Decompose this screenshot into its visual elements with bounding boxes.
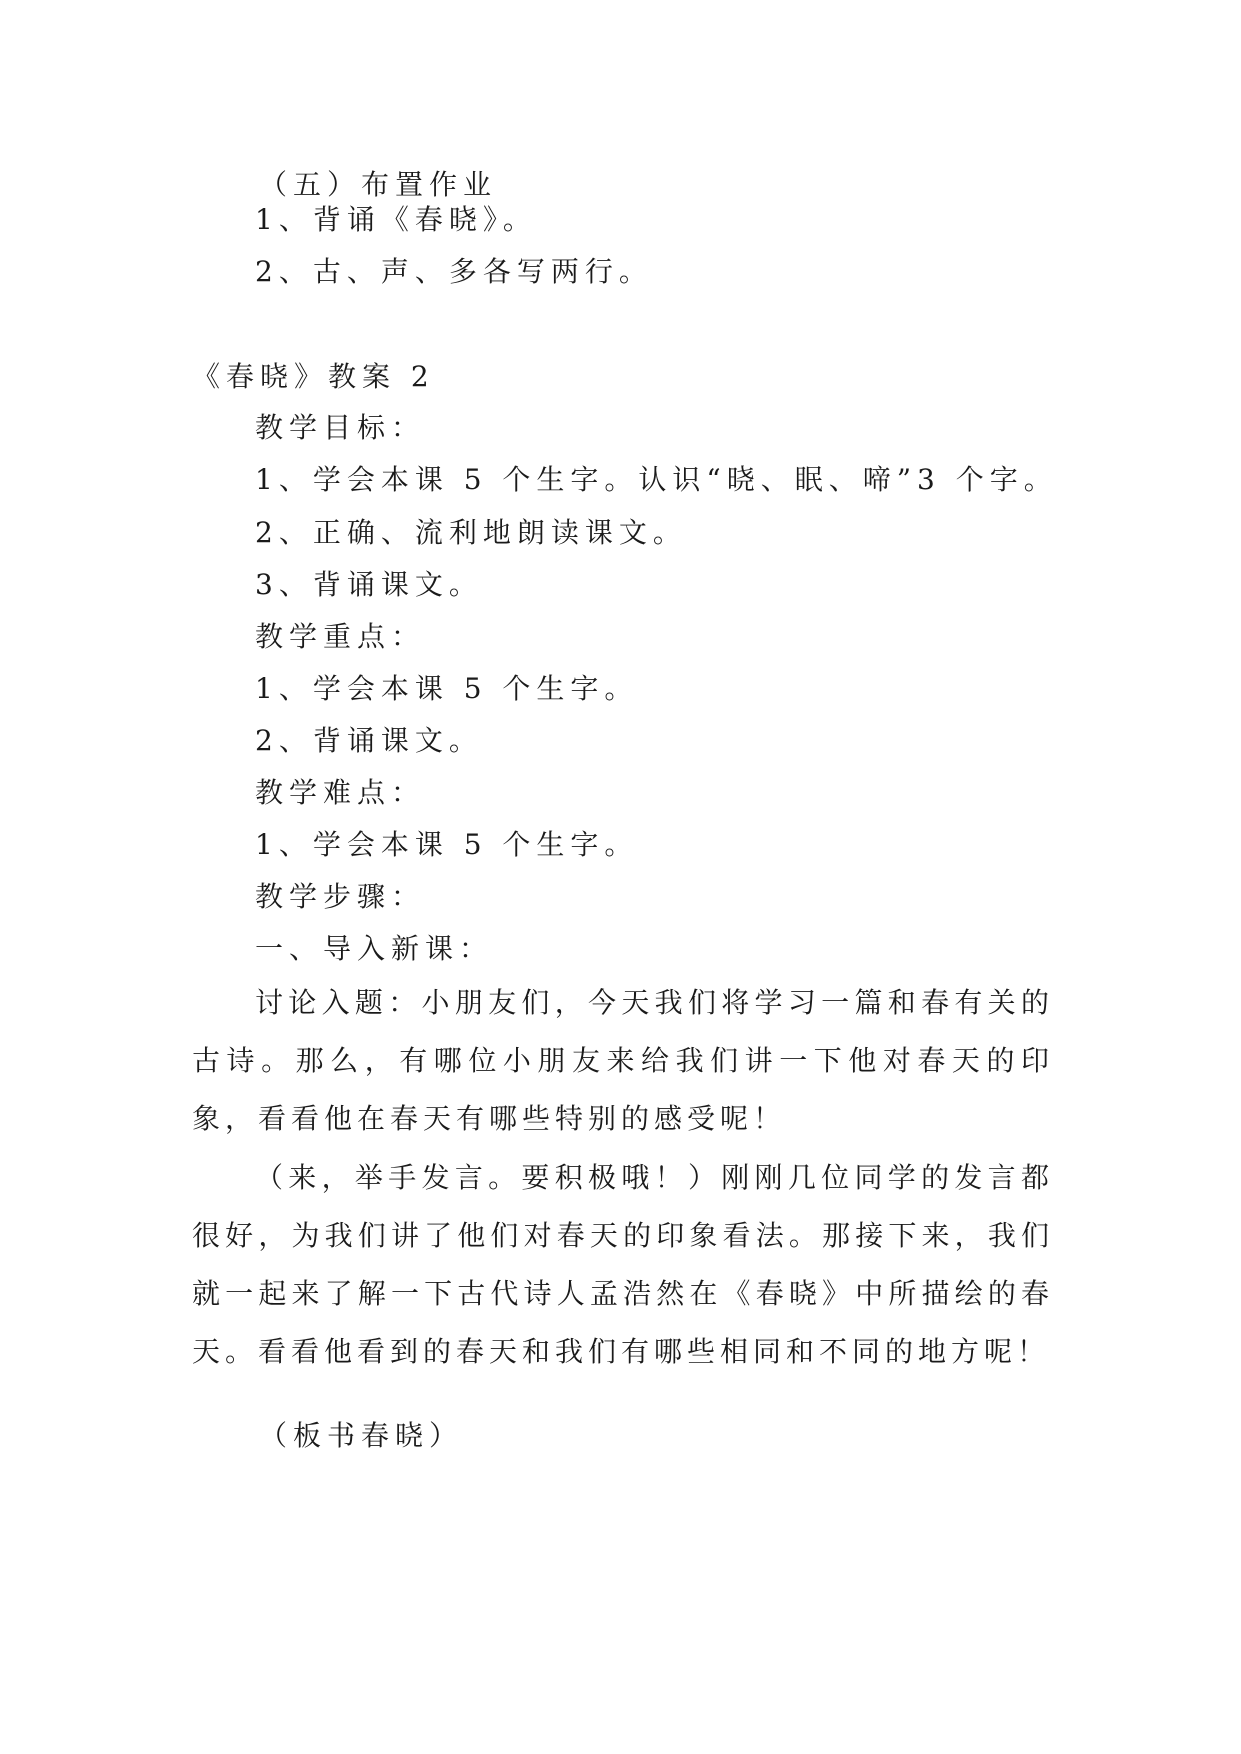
goal-item-1: 1、学会本课 5 个生字。认识“晓、眠、啼”3 个字。 xyxy=(255,463,1058,496)
key-item-2: 2、背诵课文。 xyxy=(255,724,483,757)
difficult-heading: 教学难点： xyxy=(255,776,426,809)
homework-item-1: 1、背诵《春晓》。 xyxy=(255,203,537,236)
lesson-title: 《春晓》教案 2 xyxy=(192,360,435,393)
board-note: （板书春晓） xyxy=(259,1419,464,1452)
homework-item-2: 2、古、声、多各写两行。 xyxy=(255,255,653,288)
paragraph-intro: 讨论入题：小朋友们，今天我们将学习一篇和春有关的古诗。那么，有哪位小朋友来给我们讲一下他对春天的印象，看看他在春天有哪些特别的感受呢！ xyxy=(192,986,1054,1135)
goal-item-3: 3、背诵课文。 xyxy=(255,568,483,601)
steps-heading: 教学步骤： xyxy=(255,880,426,913)
homework-heading: （五）布置作业 xyxy=(259,168,498,201)
difficult-item-1: 1、学会本课 5 个生字。 xyxy=(255,828,639,861)
key-item-1: 1、学会本课 5 个生字。 xyxy=(255,672,639,705)
key-heading: 教学重点： xyxy=(255,620,426,653)
paragraph-discussion: （来，举手发言。要积极哦！）刚刚几位同学的发言都很好，为我们讲了他们对春天的印象看法。那接下来，我们就一起来了解一下古代诗人孟浩然在《春晓》中所描绘的春天。看看他看到的春天和我们有哪些相同和不同的地方呢！ xyxy=(192,1161,1054,1368)
goal-item-2: 2、正确、流利地朗读课文。 xyxy=(255,516,687,549)
step1-heading: 一、导入新课： xyxy=(255,932,494,965)
goals-heading: 教学目标： xyxy=(255,411,426,444)
